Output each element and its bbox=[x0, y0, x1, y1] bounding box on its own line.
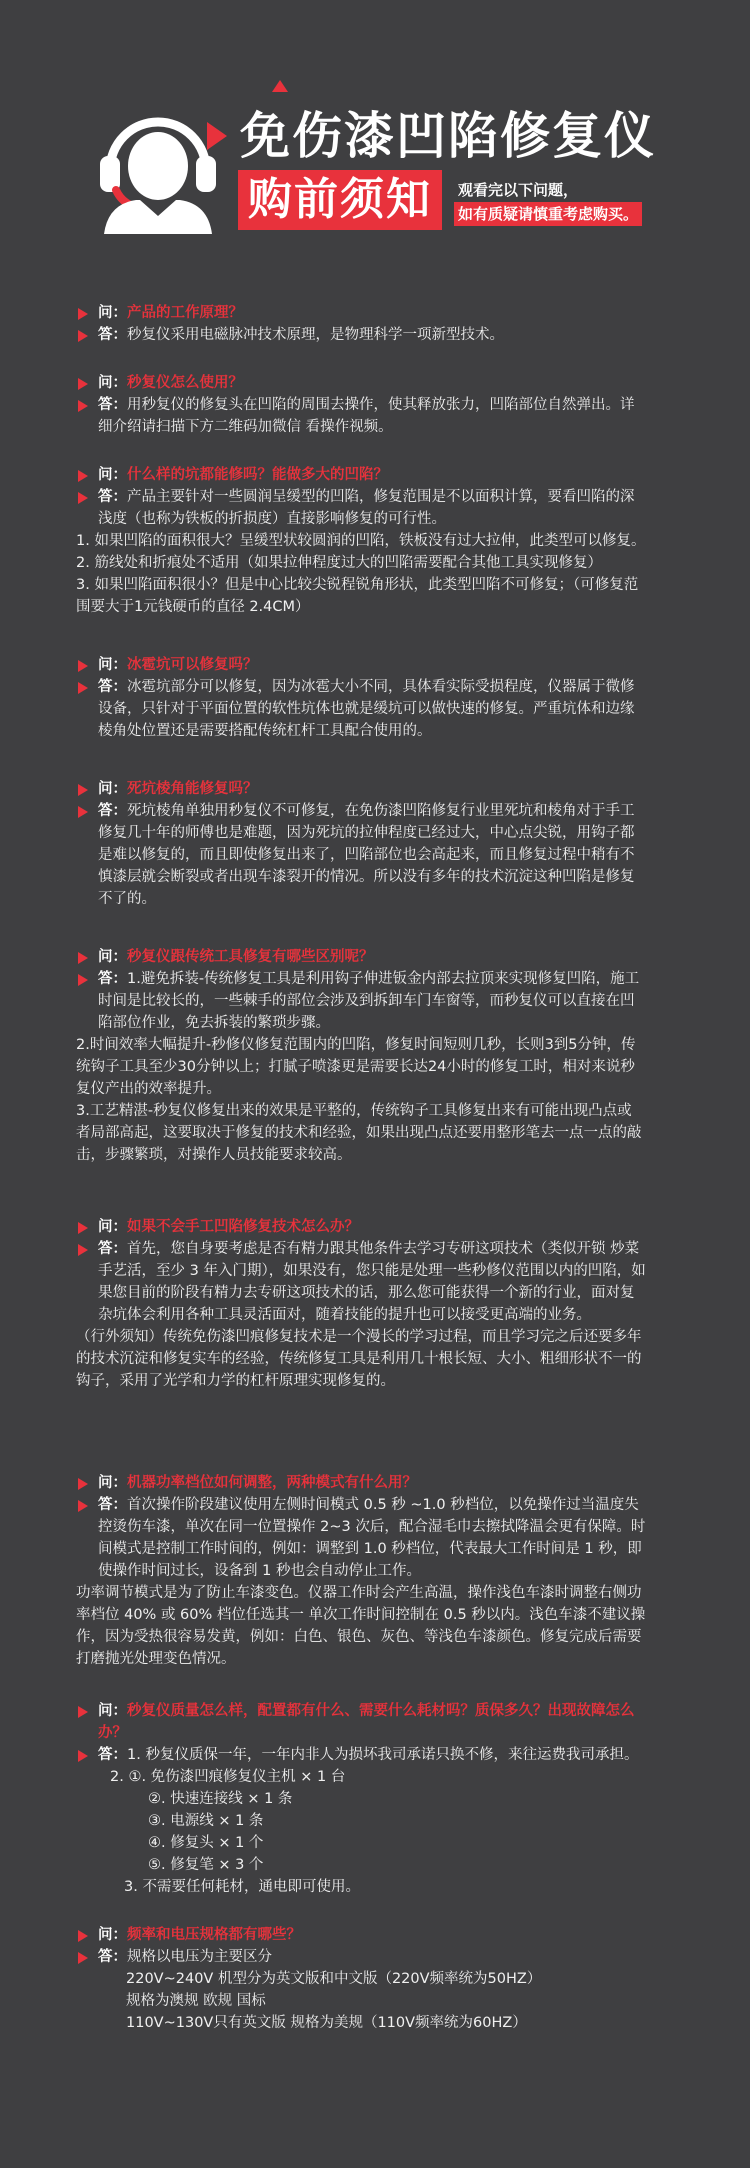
arrow-icon bbox=[78, 952, 88, 964]
config-list-item: ④. 修复头 × 1 个 bbox=[148, 1835, 264, 1851]
qa-item bbox=[76, 778, 646, 910]
answer-row: 答：用秒复仪的修复头在凹陷的周围去操作，使其释放张力，凹陷部位自然弹出。详细介绍请扫描下方二维码加微信 看操作视频。 bbox=[76, 394, 646, 438]
arrow-icon bbox=[78, 1952, 88, 1964]
answer-paragraph: 2.时间效率大幅提升-秒修仪修复范围内的凹陷，修复时间短则几秒，长则3到5分钟，传统钩子工具至少30分钟以上；打腻子喷漆更是需要长达24小时的修复工时，相对来说秒复仪产出的效率提升。 bbox=[76, 1037, 636, 1097]
question-row: 问：频率和电压规格都有哪些？ bbox=[76, 1924, 646, 1946]
notice-text bbox=[452, 176, 670, 228]
arrow-icon bbox=[78, 308, 88, 320]
answer-row: 答：规格以电压为主要区分 bbox=[76, 1946, 646, 1968]
question-row: 问：死坑棱角能修复吗？ bbox=[76, 778, 646, 800]
qa-list bbox=[76, 302, 646, 2060]
headset-person-icon bbox=[96, 104, 220, 234]
qa-item bbox=[76, 1700, 646, 1898]
qa-item bbox=[76, 1216, 646, 1392]
triangle-decoration bbox=[207, 122, 227, 150]
answer-text: 规格以电压为主要区分 bbox=[127, 1949, 272, 1965]
arrow-icon bbox=[78, 470, 88, 482]
qa-item bbox=[76, 1924, 646, 2034]
question-row: 问：秒复仪跟传统工具修复有哪些区别呢？ bbox=[76, 946, 646, 968]
question-row: 问：产品的工作原理？ bbox=[76, 302, 646, 324]
answer-paragraph: 3.工艺精湛-秒复仪修复出来的效果是平整的，传统钩子工具修复出来有可能出现凸点或者局部高起，这要取决于修复的技术和经验，如果出现凸点还要用整形笔去一点一点的敲击，步骤繁琐，对操作人员技能要求较高。 bbox=[76, 1103, 642, 1163]
header-banner bbox=[0, 0, 750, 260]
answer-row: 答：首次操作阶段建议使用左侧时间模式 0.5 秒 ~1.0 秒档位，以免操作过当温度失控烫伤车漆，单次在同一位置操作 2~3 次后，配合湿毛巾去擦拭降温会更有保障。时间模式是控制工作时间的，例如：调整到 1.0 秒档位，代表最大工作时间是 1 秒，即使操作时间过长，设备到 1 秒也会自动停止工作。 bbox=[76, 1494, 646, 1582]
arrow-icon bbox=[78, 400, 88, 412]
arrow-icon bbox=[78, 1222, 88, 1234]
spec-line: 110V~130V只有英文版 规格为美规（110V频率统为60HZ） bbox=[126, 2015, 527, 2031]
question-row: 问：冰雹坑可以修复吗？ bbox=[76, 654, 646, 676]
qa-item bbox=[76, 946, 646, 1166]
question-text: 冰雹坑可以修复吗？ bbox=[127, 657, 258, 673]
arrow-icon bbox=[78, 1244, 88, 1256]
question-text: 什么样的坑都能修吗？能做多大的凹陷？ bbox=[127, 467, 388, 483]
arrow-icon bbox=[78, 806, 88, 818]
arrow-icon bbox=[78, 1750, 88, 1762]
arrow-icon bbox=[78, 974, 88, 986]
config-list-tail: 3. 不需要任何耗材，通电即可使用。 bbox=[124, 1879, 360, 1895]
answer-text: 1. 秒复仪质保一年，一年内非人为损坏我司承诺只换不修，来往运费我司承担。 bbox=[127, 1747, 639, 1763]
triangle-decoration bbox=[272, 80, 288, 92]
notice-line-2: 如有质疑请慎重考虑购买。 bbox=[454, 202, 642, 226]
answer-row: 答：产品主要针对一些圆润呈缓型的凹陷，修复范围是不以面积计算，要看凹陷的深浅度（也称为铁板的折损度）直接影响修复的可行性。 bbox=[76, 486, 646, 530]
answer-text: 1.避免拆装-传统修复工具是利用钩子伸进钣金内部去拉顶来实现修复凹陷，施工时间是比较长的，一些棘手的部位会涉及到拆卸车门车窗等，而秒复仪可以直接在凹陷部位作业，免去拆装的繁琐步骤。 bbox=[98, 971, 640, 1031]
answer-paragraph: 2. 筋线处和折痕处不适用（如果拉伸程度过大的凹陷需要配合其他工具实现修复） bbox=[76, 555, 602, 571]
answer-paragraph: 1. 如果凹陷的面积很大？呈缓型状较圆润的凹陷，铁板没有过大拉伸，此类型可以修复。 bbox=[76, 533, 646, 549]
answer-text: 首次操作阶段建议使用左侧时间模式 0.5 秒 ~1.0 秒档位，以免操作过当温度失控烫伤车漆，单次在同一位置操作 2~3 次后，配合湿毛巾去擦拭降温会更有保障。时间模式是控制工作时间的，例如：调整到 1.0 秒档位，代表最大工作时间是 1 秒，即使操作时间过长，设备到 1 秒也会自动停止工作。 bbox=[98, 1497, 646, 1579]
notice-line-1: 观看完以下问题， bbox=[458, 181, 579, 199]
arrow-icon bbox=[78, 1706, 88, 1718]
question-text: 产品的工作原理？ bbox=[127, 305, 243, 321]
answer-text: 秒复仪采用电磁脉冲技术原理，是物理科学一项新型技术。 bbox=[127, 327, 504, 343]
arrow-icon bbox=[78, 330, 88, 342]
answer-row: 答：秒复仪采用电磁脉冲技术原理，是物理科学一项新型技术。 bbox=[76, 324, 646, 346]
question-text: 机器功率档位如何调整，两种模式有什么用？ bbox=[127, 1475, 417, 1491]
answer-row: 答：冰雹坑部分可以修复，因为冰雹大小不同，具体看实际受损程度，仪器属于微修设备，只针对于平面位置的软性坑体也就是缓坑可以做快速的修复。严重坑体和边缘棱角处位置还是需要搭配传统杠杆工具配合使用的。 bbox=[76, 676, 646, 742]
answer-text: 首先，您自身要考虑是否有精力跟其他条件去学习专研这项技术（类似开锁 炒菜手艺活，至少 3 年入门期），如果没有，您只能是处理一些秒修仪范围以内的凹陷，如果您目前的阶段有精力去专研这项技术的话，那么您可能获得一个新的行业，面对复杂坑体会利用各种工具灵活面对，随着技能的提升也可以接受更高端的业务。 bbox=[98, 1241, 646, 1323]
question-row: 问：机器功率档位如何调整，两种模式有什么用？ bbox=[76, 1472, 646, 1494]
answer-text: 用秒复仪的修复头在凹陷的周围去操作，使其释放张力，凹陷部位自然弹出。详细介绍请扫描下方二维码加微信 看操作视频。 bbox=[98, 397, 635, 435]
arrow-icon bbox=[78, 1930, 88, 1942]
answer-paragraph: 3. 如果凹陷面积很小？但是中心比较尖锐程锐角形状，此类型凹陷不可修复；（可修复范围要大于1元钱硬币的直径 2.4CM） bbox=[76, 577, 639, 615]
answer-text: 产品主要针对一些圆润呈缓型的凹陷，修复范围是不以面积计算，要看凹陷的深浅度（也称为铁板的折损度）直接影响修复的可行性。 bbox=[98, 489, 635, 527]
answer-paragraph: 功率调节模式是为了防止车漆变色。仪器工作时会产生高温，操作浅色车漆时调整右侧功率档位 40% 或 60% 档位任选其一 单次工作时间控制在 0.5 秒以内。浅色车漆不建议操作，因为受热很容易发黄，例如：白色、银色、灰色、等浅色车漆颜色。修复完成后需要打磨抛光处理变色情况。 bbox=[76, 1585, 646, 1667]
answer-text: 冰雹坑部分可以修复，因为冰雹大小不同，具体看实际受损程度，仪器属于微修设备，只针对于平面位置的软性坑体也就是缓坑可以做快速的修复。严重坑体和边缘棱角处位置还是需要搭配传统杠杆工具配合使用的。 bbox=[98, 679, 635, 739]
page-title: 免伤漆凹陷修复仪 bbox=[240, 107, 656, 165]
answer-row: 答：死坑棱角单独用秒复仪不可修复，在免伤漆凹陷修复行业里死坑和棱角对于手工修复几十年的师傅也是难题，因为死坑的拉伸程度已经过大，中心点尖锐，用钩子都是难以修复的，而且即使修复出来了，凹陷部位也会高起来，而且修复过程中稍有不慎漆层就会断裂或者出现车漆裂开的情况。所以没有多年的技术沉淀这种凹陷是修复不了的。 bbox=[76, 800, 646, 910]
spec-line: 规格为澳规 欧规 国标 bbox=[126, 1993, 266, 2009]
question-text: 秒复仪质量怎么样，配置都有什么、需要什么耗材吗？质保多久？出现故障怎么办？ bbox=[98, 1703, 635, 1741]
arrow-icon bbox=[78, 682, 88, 694]
config-list-item: ⑤. 修复笔 × 3 个 bbox=[148, 1857, 264, 1873]
question-text: 频率和电压规格都有哪些？ bbox=[127, 1927, 301, 1943]
page-subtitle: 购前须知 bbox=[238, 170, 442, 230]
answer-row: 答：首先，您自身要考虑是否有精力跟其他条件去学习专研这项技术（类似开锁 炒菜手艺活，至少 3 年入门期），如果没有，您只能是处理一些秒修仪范围以内的凹陷，如果您目前的阶段有精力去专研这项技术的话，那么您可能获得一个新的行业，面对复杂坑体会利用各种工具灵活面对，随着技能的提升也可以接受更高端的业务。 bbox=[76, 1238, 646, 1326]
qa-item bbox=[76, 1472, 646, 1670]
qa-item bbox=[76, 464, 646, 618]
answer-text: 死坑棱角单独用秒复仪不可修复，在免伤漆凹陷修复行业里死坑和棱角对于手工修复几十年的师傅也是难题，因为死坑的拉伸程度已经过大，中心点尖锐，用钩子都是难以修复的，而且即使修复出来了，凹陷部位也会高起来，而且修复过程中稍有不慎漆层就会断裂或者出现车漆裂开的情况。所以没有多年的技术沉淀这种凹陷是修复不了的。 bbox=[98, 803, 635, 907]
arrow-icon bbox=[78, 660, 88, 672]
question-row: 问：如果不会手工凹陷修复技术怎么办？ bbox=[76, 1216, 646, 1238]
arrow-icon bbox=[78, 378, 88, 390]
question-text: 死坑棱角能修复吗？ bbox=[127, 781, 258, 797]
answer-row: 答：1.避免拆装-传统修复工具是利用钩子伸进钣金内部去拉顶来实现修复凹陷，施工时间是比较长的，一些棘手的部位会涉及到拆卸车门车窗等，而秒复仪可以直接在凹陷部位作业，免去拆装的繁琐步骤。 bbox=[76, 968, 646, 1034]
config-list-item: ②. 快速连接线 × 1 条 bbox=[148, 1791, 293, 1807]
config-list-item: ③. 电源线 × 1 条 bbox=[148, 1813, 264, 1829]
question-row: 问：什么样的坑都能修吗？能做多大的凹陷？ bbox=[76, 464, 646, 486]
arrow-icon bbox=[78, 784, 88, 796]
arrow-icon bbox=[78, 492, 88, 504]
answer-row: 答：1. 秒复仪质保一年，一年内非人为损坏我司承诺只换不修，来往运费我司承担。 bbox=[76, 1744, 646, 1766]
question-text: 如果不会手工凹陷修复技术怎么办？ bbox=[127, 1219, 359, 1235]
arrow-icon bbox=[78, 1478, 88, 1490]
arrow-icon bbox=[78, 1500, 88, 1512]
qa-item bbox=[76, 372, 646, 438]
config-list-head: 2. ①. 免伤漆凹痕修复仪主机 × 1 台 bbox=[110, 1769, 346, 1785]
answer-paragraph: （行外须知）传统免伤漆凹痕修复技术是一个漫长的学习过程，而且学习完之后还要多年的技术沉淀和修复实车的经验，传统修复工具是利用几十根长短、大小、粗细形状不一的钩子，采用了光学和力学的杠杆原理实现修复的。 bbox=[76, 1329, 642, 1389]
qa-item bbox=[76, 654, 646, 742]
qa-item bbox=[76, 302, 646, 346]
question-text: 秒复仪跟传统工具修复有哪些区别呢？ bbox=[127, 949, 374, 965]
question-row: 问：秒复仪质量怎么样，配置都有什么、需要什么耗材吗？质保多久？出现故障怎么办？ bbox=[76, 1700, 646, 1744]
question-row: 问：秒复仪怎么使用？ bbox=[76, 372, 646, 394]
spec-line: 220V~240V 机型分为英文版和中文版（220V频率统为50HZ） bbox=[126, 1971, 542, 1987]
question-text: 秒复仪怎么使用？ bbox=[127, 375, 243, 391]
